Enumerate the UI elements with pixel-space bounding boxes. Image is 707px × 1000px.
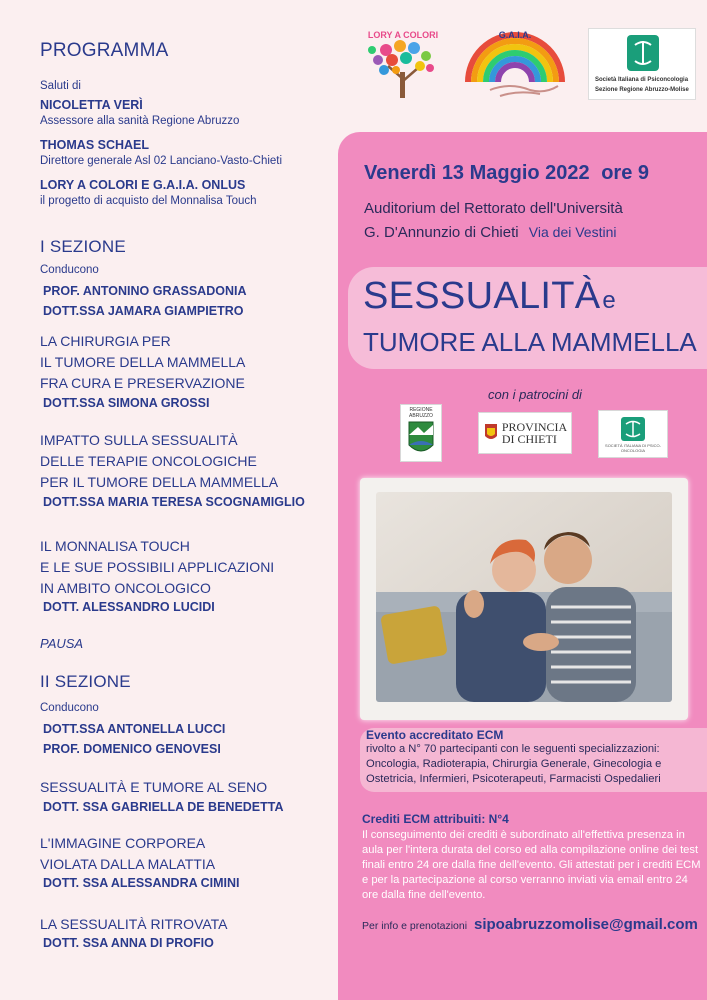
talk-speaker: DOTT. SSA GABRIELLA DE BENEDETTA bbox=[43, 800, 284, 814]
talk-title-line: PER IL TUMORE DELLA MAMMELLA bbox=[40, 474, 279, 490]
talk-title-line: IL MONNALISA TOUCH bbox=[40, 538, 190, 554]
conducono-label: Conducono bbox=[40, 702, 99, 714]
sipo-patron-text: SOCIETÀ ITALIANA DI PSICO-ONCOLOGIA bbox=[605, 443, 661, 453]
info-label: Per info e prenotazioni bbox=[362, 920, 468, 932]
event-title-e: e bbox=[602, 287, 617, 314]
program-heading: PROGRAMMA bbox=[40, 40, 169, 61]
speaker-name: THOMAS SCHAEL bbox=[40, 138, 150, 152]
patrocini-label: con i patrocini di bbox=[488, 387, 582, 402]
event-subtitle: TUMORE ALLA MAMMELLA bbox=[363, 327, 697, 357]
info-line bbox=[362, 916, 698, 933]
venue-line-2 bbox=[364, 224, 616, 241]
conducono-label: Conducono bbox=[40, 264, 99, 276]
organizer-logos bbox=[350, 24, 707, 104]
ecm-description: rivolto a N° 70 partecipanti con le seguenti specializzazioni: Oncologia, Radioterapia, Chirurgia Generale, Ginecologia e Ostetricia, Infermieri, Psicoterapeuti, Farmacisti Ospedalieri bbox=[366, 743, 662, 785]
ecm-info-box bbox=[360, 728, 707, 792]
contact-email[interactable]: sipoabruzzomolise@gmail.com bbox=[474, 916, 698, 933]
event-time: ore 9 bbox=[601, 162, 650, 184]
section1-heading: I SEZIONE bbox=[40, 237, 126, 256]
talk-title-line: VIOLATA DALLA MALATTIA bbox=[40, 856, 216, 872]
talk-title-line: DELLE TERAPIE ONCOLOGICHE bbox=[40, 453, 257, 469]
couple-photo bbox=[376, 492, 672, 702]
speaker-name: NICOLETTA VERÌ bbox=[40, 98, 143, 112]
provincia-chieti-logo bbox=[478, 412, 572, 454]
talk-title-line: SESSUALITÀ E TUMORE AL SENO bbox=[40, 779, 268, 795]
talk-title-line: E LE SUE POSSIBILI APPLICAZIONI bbox=[40, 559, 275, 575]
talk-title-line: L'IMMAGINE CORPOREA bbox=[40, 835, 206, 851]
lory-a-colori-logo bbox=[358, 26, 448, 102]
provincia-logo-line2: DI CHIETI bbox=[501, 432, 557, 446]
talk-title-line: IL TUMORE DELLA MAMMELLA bbox=[40, 354, 246, 370]
saluti-label: Saluti di bbox=[40, 80, 81, 92]
speaker-role: Direttore generale Asl 02 Lanciano-Vasto-Chieti bbox=[40, 155, 283, 167]
regione-logo-text: REGIONE ABRUZZO bbox=[409, 407, 433, 419]
section2-heading: II SEZIONE bbox=[40, 672, 131, 691]
talk-title-line: LA SESSUALITÀ RITROVATA bbox=[40, 916, 228, 932]
host-name: DOTT.SSA ANTONELLA LUCCI bbox=[43, 722, 226, 736]
ecm-title: Evento accreditato ECM bbox=[366, 728, 504, 742]
sipo-logo bbox=[588, 28, 696, 100]
talk-speaker: DOTT. SSA ALESSANDRA CIMINI bbox=[43, 876, 240, 890]
talk-title-line: IN AMBITO ONCOLOGICO bbox=[40, 580, 211, 596]
host-name: PROF. DOMENICO GENOVESI bbox=[43, 742, 221, 756]
event-panel bbox=[338, 132, 707, 1000]
provincia-logo-line1: PROVINCIA bbox=[501, 420, 568, 434]
gaia-logo-text: G.A.I.A. bbox=[498, 30, 532, 40]
talk-speaker: DOTT. ALESSANDRO LUCIDI bbox=[43, 600, 215, 614]
sipo-logo-line2: Sezione Regione Abruzzo-Molise bbox=[595, 87, 689, 93]
lory-logo-text: LORY A COLORI bbox=[367, 30, 439, 40]
venue-street: Via dei Vestini bbox=[528, 224, 617, 240]
host-name: DOTT.SSA JAMARA GIAMPIETRO bbox=[43, 304, 244, 318]
talk-speaker: DOTT. SSA ANNA DI PROFIO bbox=[43, 936, 214, 950]
venue-university: G. D'Annunzio di Chieti bbox=[364, 224, 519, 241]
photo-frame bbox=[360, 478, 688, 720]
venue-line-1: Auditorium del Rettorato dell'Università bbox=[364, 200, 623, 217]
talk-title-line: IMPATTO SULLA SESSUALITÀ bbox=[40, 432, 238, 448]
gaia-logo bbox=[460, 24, 570, 102]
talk-speaker: DOTT.SSA MARIA TERESA SCOGNAMIGLIO bbox=[43, 495, 305, 509]
sipo-logo-line1: Società Italiana di Psiconcologia bbox=[595, 77, 689, 83]
event-title bbox=[363, 275, 616, 318]
credits-description: Il conseguimento dei crediti è subordinato all'effettiva presenza in aula per l'intera durata del corso ed alla compilazione online dei test finali entro 24 ore dalla fine dell'evento. Gli attestati per i crediti ECM e per la partecipazione al corso verranno inviati via email entro 24 ore dalla fine dell'evento. bbox=[362, 829, 701, 901]
speaker-role: Assessore alla sanità Regione Abruzzo bbox=[40, 115, 240, 127]
event-title-box bbox=[348, 267, 707, 369]
credits-title: Crediti ECM attribuiti: N°4 bbox=[362, 812, 509, 826]
speaker-role: il progetto di acquisto del Monnalisa Touch bbox=[40, 195, 257, 207]
host-name: PROF. ANTONINO GRASSADONIA bbox=[43, 284, 247, 298]
talk-title-line: FRA CURA E PRESERVAZIONE bbox=[40, 375, 245, 391]
talk-title-line: LA CHIRURGIA PER bbox=[40, 333, 171, 349]
event-title-main: SESSUALITÀ bbox=[363, 275, 601, 317]
pausa-label: PAUSA bbox=[40, 636, 84, 651]
speaker-name: LORY A COLORI E G.A.I.A. ONLUS bbox=[40, 178, 246, 192]
regione-abruzzo-logo bbox=[400, 404, 442, 462]
talk-speaker: DOTT.SSA SIMONA GROSSI bbox=[43, 396, 210, 410]
event-date: Venerdì 13 Maggio 2022 bbox=[364, 162, 590, 184]
event-date-line bbox=[364, 162, 649, 185]
sipo-patron-logo bbox=[598, 410, 668, 458]
